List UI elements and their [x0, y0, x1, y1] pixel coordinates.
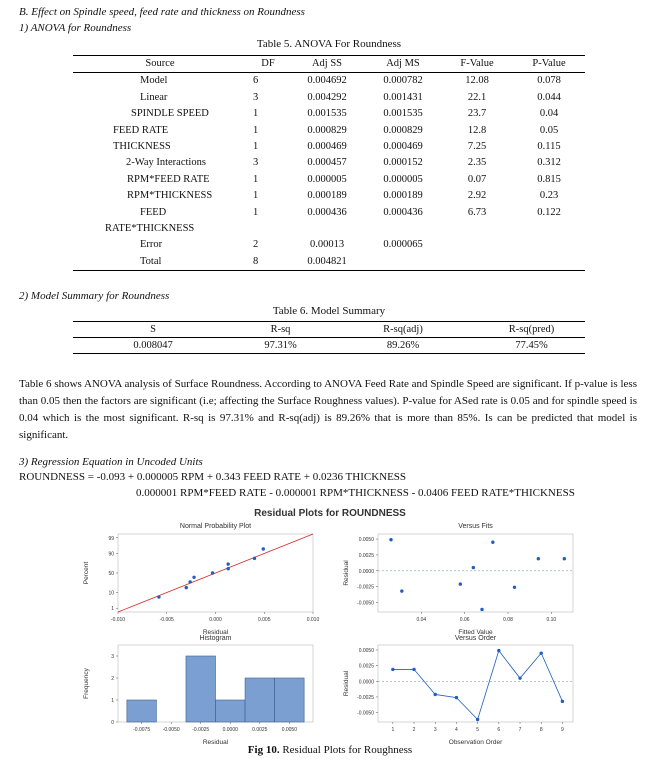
tick-label-x: 0.000: [209, 617, 222, 623]
tick-label-x: 6: [497, 727, 501, 733]
data-point: [412, 668, 415, 671]
summary-header-1: R-sq: [270, 324, 291, 335]
data-point: [211, 571, 214, 574]
tick-label-y: 0.0050: [358, 537, 374, 544]
summary-header-row: [73, 322, 585, 338]
anova-cell: [365, 254, 441, 271]
anova-cell: 1: [253, 173, 259, 185]
anova-cell: 0.004292: [307, 91, 347, 103]
data-point: [226, 567, 229, 570]
data-point: [513, 586, 516, 589]
anova-cell: 0.00013: [309, 239, 345, 251]
anova-header-3: Adj MS: [386, 58, 420, 69]
anova-cell: 7.25: [467, 141, 487, 153]
data-point: [497, 649, 500, 652]
tick-label-y: 1: [111, 698, 114, 704]
anova-cell: 22.1: [467, 91, 487, 103]
anova-cell: [289, 221, 365, 237]
anova-cell: 0.000005: [383, 173, 423, 185]
anova-cell: 0.044: [537, 91, 561, 103]
summary-cell-3: 77.45%: [515, 340, 548, 351]
data-point: [561, 700, 564, 703]
data-point: [391, 668, 394, 671]
tick-label-y: -0.0025: [357, 694, 374, 701]
anova-row: [73, 90, 585, 106]
histogram-bar: [275, 678, 305, 722]
tick-label-y: 99: [108, 535, 114, 542]
anova-cell: [513, 237, 585, 253]
anova-cell: 2-Way Interactions: [126, 157, 206, 169]
anova-cell: [365, 221, 441, 237]
tick-label-x: 0.010: [306, 617, 320, 623]
section-b-heading: B. Effect on Spindle speed, feed rate and thickness on Roundness: [19, 6, 305, 18]
anova-cell: 2: [253, 239, 259, 251]
histogram-bar: [245, 678, 275, 722]
tick-label-y: 0.0025: [358, 663, 374, 670]
tick-label-x: 8: [539, 727, 543, 733]
anova-cell: [441, 221, 513, 237]
tick-label-x: 0.0050: [281, 727, 298, 733]
anova-cell: 0.115: [537, 141, 561, 153]
data-point: [459, 582, 462, 585]
panel-xlabel-3: Observation Order: [448, 739, 503, 746]
figure-caption-text: Residual Plots for Roughness: [279, 744, 413, 756]
anova-cell: 12.8: [467, 124, 487, 136]
data-point: [389, 538, 392, 541]
anova-cell: RPM*THICKNESS: [127, 190, 213, 202]
tick-label-x: 9: [561, 727, 564, 733]
tick-label-y: 0.0000: [358, 679, 374, 686]
section-1-heading: 1) ANOVA for Roundness: [19, 22, 132, 34]
anova-header-0: Source: [145, 58, 175, 69]
anova-cell: SPINDLE SPEED: [131, 108, 209, 120]
tick-label-x: -0.010: [110, 617, 126, 623]
anova-cell: 1: [253, 206, 259, 218]
histogram-bar: [127, 700, 157, 722]
data-point: [188, 580, 191, 583]
panel-ylabel-0: Percent: [83, 561, 90, 585]
anova-cell: 1: [253, 108, 259, 120]
tick-label-x: 4: [455, 727, 458, 733]
tick-label-y: -0.0025: [357, 584, 374, 591]
summary-header-2: R-sq(adj): [383, 324, 423, 335]
anova-cell: FEED RATE: [113, 124, 169, 136]
section-2-heading: 2) Model Summary for Roundness: [19, 290, 170, 302]
anova-row: [73, 106, 585, 122]
table5-caption: Table 5. ANOVA For Roundness: [256, 38, 402, 50]
anova-cell: 0.000152: [383, 157, 423, 169]
data-point: [455, 696, 458, 699]
anova-row: [73, 123, 585, 139]
anova-cell: 0.312: [537, 157, 561, 169]
equation-line-1: ROUNDNESS = -0.093 + 0.000005 RPM + 0.343 FEED RATE + 0.0236 THICKNESS: [19, 471, 407, 483]
data-point: [518, 676, 521, 679]
anova-cell: 0.122: [537, 206, 561, 218]
panel-ylabel-1: Residual: [343, 560, 350, 586]
anova-header-5: P-Value: [532, 58, 566, 69]
anova-cell: 0.05: [539, 124, 559, 136]
discussion-paragraph: Table 6 shows ANOVA analysis of Surface Roundness. According to ANOVA Feed Rate and Spindle Speed are significant. If p-value is less than 0.05 then the factors are significant (i.e; affecting the Surface Roughness values). P-value for ASed rate is 0.05 and for spindle speed is 0.04 which is the most significant. R-sq is 97.31% and R-sq(adj) is 89.26% that is more than 85%. Is can be predicted that model is significant.: [19, 378, 637, 441]
tick-label-y: 3: [111, 654, 114, 660]
plots-title: Residual Plots for ROUNDNESS: [254, 508, 406, 519]
tick-label-y: -0.0050: [357, 710, 374, 717]
tick-label-x: -0.0075: [133, 727, 151, 733]
anova-row: [73, 254, 585, 271]
residual-plots-figure: [73, 502, 587, 746]
anova-cell: 0.000189: [383, 190, 423, 202]
anova-row: [73, 188, 585, 204]
summary-header-0: S: [150, 324, 156, 335]
anova-header-1: DF: [261, 58, 275, 69]
section-3-heading: 3) Regression Equation in Uncoded Units: [19, 456, 203, 468]
tick-label-x: 0.005: [257, 617, 271, 623]
tick-label-x: 7: [518, 727, 522, 733]
anova-cell: 0.000436: [307, 206, 347, 218]
tick-label-y: 2: [111, 676, 114, 682]
data-point: [192, 576, 195, 579]
anova-cell: 0.000436: [383, 206, 423, 218]
table6-caption: Table 6. Model Summary: [272, 305, 386, 317]
tick-label-y: 0.0025: [358, 552, 374, 559]
data-point: [400, 589, 403, 592]
anova-cell: 0.07: [467, 173, 487, 185]
anova-cell: 0.000469: [307, 141, 347, 153]
tick-label-x: -0.0050: [162, 727, 180, 733]
anova-cell: [247, 221, 289, 237]
summary-cell-1: 97.31%: [264, 340, 297, 351]
tick-label-x: 1: [391, 727, 395, 733]
anova-cell: 0.000005: [307, 173, 347, 185]
panel-xlabel-1: Fitted Value: [458, 629, 493, 636]
histogram-bar: [216, 700, 246, 722]
anova-header-2: Adj SS: [311, 58, 343, 69]
data-point: [476, 718, 479, 721]
histogram-bar: [186, 656, 216, 722]
anova-cell: 0.000457: [307, 157, 347, 169]
anova-cell: 2.35: [467, 157, 487, 169]
tick-label-y: 50: [108, 571, 114, 577]
tick-label-x: -0.0025: [192, 727, 210, 733]
anova-cell: 0.004821: [307, 255, 347, 267]
anova-cell: 0.004692: [307, 75, 347, 87]
tick-label-x: 0.04: [416, 617, 427, 623]
anova-cell: 0.000065: [383, 239, 423, 251]
tick-label-x: 0.0025: [252, 727, 268, 733]
anova-cell: 6.73: [467, 206, 487, 218]
anova-cell: 1: [253, 141, 259, 153]
panel-xlabel-2: Residual: [202, 739, 229, 746]
anova-cell: 0.04: [539, 108, 559, 120]
equation-line-2: 0.000001 RPM*FEED RATE - 0.000001 RPM*THICKNESS - 0.0406 FEED RATE*THICKNESS: [136, 487, 575, 499]
anova-cell: 3: [253, 91, 259, 103]
data-point: [537, 557, 540, 560]
tick-label-y: 1: [111, 606, 114, 613]
anova-cell: 0.23: [539, 190, 559, 202]
tick-label-y: 0: [111, 720, 114, 726]
tick-label-x: 0.0000: [222, 727, 238, 733]
anova-cell: 6: [253, 75, 259, 87]
anova-row: [73, 73, 585, 90]
tick-label-y: -0.0050: [357, 600, 374, 607]
anova-cell: Model: [140, 75, 168, 87]
anova-cell: 8: [253, 255, 259, 267]
anova-cell: 0.001535: [383, 108, 423, 120]
anova-cell: 0.000469: [383, 141, 423, 153]
anova-cell: 0.815: [537, 173, 561, 185]
figure-caption-label: Fig 10.: [247, 744, 280, 756]
anova-row: [73, 155, 585, 171]
data-point: [480, 608, 483, 611]
tick-label-x: 0.06: [459, 617, 470, 623]
panel-title-2: Histogram: [199, 635, 232, 642]
panel-title-1: Versus Fits: [458, 523, 493, 530]
tick-label-x: 0.10: [546, 617, 557, 623]
anova-row: [73, 172, 585, 188]
data-point: [157, 595, 160, 598]
anova-cell: 0.000782: [383, 75, 423, 87]
data-point: [262, 547, 265, 550]
tick-label-x: -0.005: [159, 617, 174, 623]
panel-title-0: Normal Probability Plot: [179, 523, 252, 530]
anova-cell: 1: [253, 124, 259, 136]
anova-cell: 0.000829: [307, 124, 347, 136]
tick-label-x: 2: [412, 727, 416, 733]
anova-cell: [441, 237, 513, 253]
anova-row: [73, 205, 585, 221]
data-point: [185, 586, 188, 589]
data-point: [253, 557, 256, 560]
anova-cell: Total: [140, 255, 162, 267]
anova-cell: 0.000189: [307, 190, 347, 202]
anova-row: [73, 221, 585, 237]
data-point: [563, 557, 566, 560]
anova-header-row: [73, 56, 585, 73]
anova-cell: 23.7: [467, 108, 487, 120]
anova-cell: RPM*FEED RATE: [127, 173, 210, 185]
summary-cell-0: 0.008047: [133, 340, 173, 351]
model-summary-table: [73, 321, 585, 354]
panel-title-3: Versus Order: [454, 635, 497, 642]
anova-cell: THICKNESS: [113, 141, 171, 153]
anova-cell: RATE*THICKNESS: [105, 223, 195, 235]
tick-label-y: 0.0000: [358, 568, 374, 575]
tick-label-y: 90: [108, 551, 114, 558]
summary-row: [73, 338, 585, 354]
anova-cell: 12.08: [465, 75, 489, 87]
panel-ylabel-2: Frequency: [83, 668, 90, 699]
anova-row: [73, 139, 585, 155]
tick-label-y: 10: [108, 590, 114, 597]
anova-cell: [441, 254, 513, 271]
figure-caption: [73, 744, 587, 756]
anova-header-4: F-Value: [460, 58, 494, 69]
anova-cell: 2.92: [467, 190, 487, 202]
anova-cell: Linear: [140, 91, 168, 103]
anova-cell: 0.078: [537, 75, 561, 87]
summary-cell-2: 89.26%: [386, 340, 420, 351]
anova-cell: [513, 221, 585, 237]
tick-label-x: 5: [476, 727, 480, 733]
tick-label-x: 3: [433, 727, 437, 733]
tick-label-x: 0.08: [503, 617, 513, 623]
anova-cell: 1: [253, 190, 259, 202]
anova-cell: 0.001535: [307, 108, 347, 120]
data-point: [491, 541, 494, 544]
anova-cell: Error: [140, 239, 163, 251]
anova-row: [73, 237, 585, 253]
anova-table: [73, 55, 585, 271]
data-point: [434, 693, 437, 696]
data-point: [226, 562, 229, 565]
data-point: [540, 651, 543, 654]
anova-cell: FEED: [140, 206, 167, 218]
summary-header-3: R-sq(pred): [508, 324, 555, 335]
panel-xlabel-0: Residual: [202, 629, 229, 636]
data-point: [472, 566, 475, 569]
tick-label-y: 0.0050: [358, 648, 374, 655]
anova-cell: 0.000829: [383, 124, 423, 136]
anova-cell: 0.001431: [383, 91, 423, 103]
anova-cell: 3: [253, 157, 259, 169]
panel-ylabel-3: Residual: [343, 670, 350, 697]
anova-cell: [513, 254, 585, 271]
